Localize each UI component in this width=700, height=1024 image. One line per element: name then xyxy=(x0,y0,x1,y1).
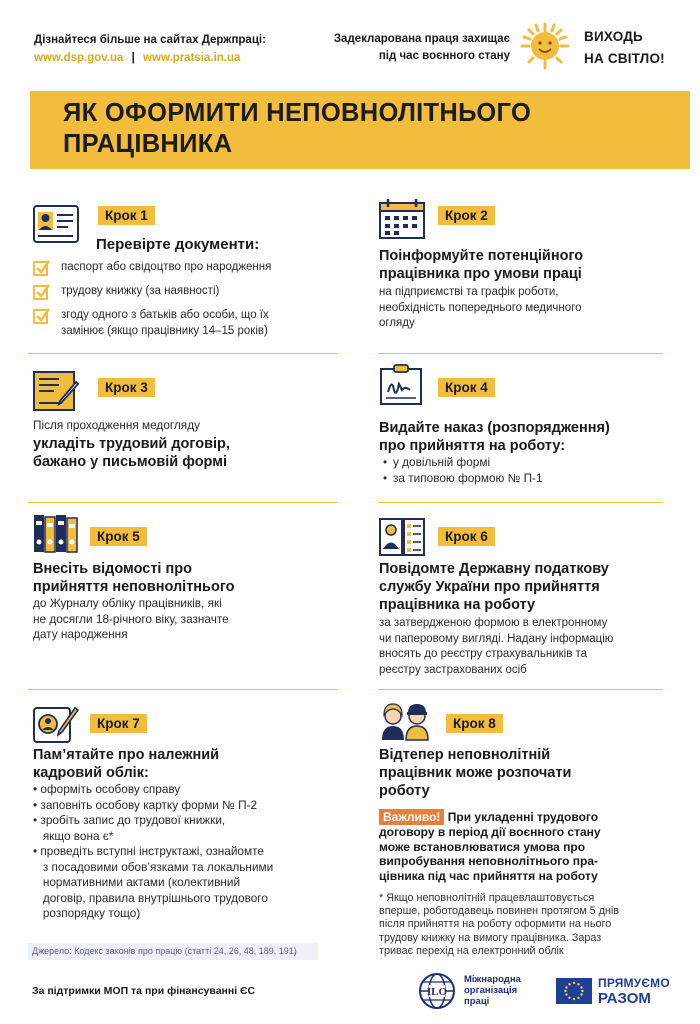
calendar-icon xyxy=(378,198,426,240)
step4-heading: Видайте наказ (розпорядження) xyxy=(379,420,610,436)
divider xyxy=(378,502,663,503)
step1-heading: Перевірте документи: xyxy=(96,236,260,253)
step1-item: трудову книжку (за наявності) xyxy=(61,285,220,297)
step7-heading: кадровий облік: xyxy=(33,765,149,781)
contract-pen-icon xyxy=(32,370,80,412)
step8-heading: Відтепер неповнолітній xyxy=(379,747,551,763)
step5-heading: прийняття неповнолітнього xyxy=(33,579,235,595)
support-note: За підтримки МОП та при фінансуванні ЄС xyxy=(32,985,256,997)
step6-text: чи паперовому вигляді. Надану інформацію xyxy=(379,632,614,645)
person-form-icon xyxy=(378,516,426,558)
step7-line: • проведіть вступні інструктажі, ознайомте xyxy=(33,844,264,858)
ilo-logo xyxy=(418,972,538,1010)
check-icon xyxy=(33,307,51,325)
important-tag: Важливо! xyxy=(379,809,444,825)
header-campaign: ВИХОДЬ НА СВІТЛО! xyxy=(584,29,665,66)
step7-line: нормативними актами (колективний xyxy=(33,875,241,889)
step4-item: за типовою формою № П-1 xyxy=(393,470,543,485)
step2-text: необхідність попереднього медичного xyxy=(379,301,582,314)
signature-clipboard-icon xyxy=(378,364,426,406)
step2-heading: Поінформуйте потенційного xyxy=(379,248,584,264)
step1-item: паспорт або свідоцтво про народження xyxy=(61,261,272,273)
step3-heading: укладіть трудовий договір, xyxy=(33,435,230,452)
profile-pen-icon xyxy=(32,704,80,746)
step6-heading: Повідомте Державну податкову xyxy=(379,561,609,577)
header-learn-more: Дізнайтеся більше на сайтах Держпраці: xyxy=(34,34,266,46)
footnote: * Якщо неповнолітній працевлаштовується вперше, роботодавець повинен протягом 5 днів після прийняття на роботу оформити на нього трудову книжку на вимогу працівника. Зараз триває перехід на електронний облік xyxy=(379,892,620,957)
binders-icon xyxy=(32,512,80,554)
divider xyxy=(28,353,338,354)
header-left xyxy=(34,31,266,67)
step2-text: огляду xyxy=(379,317,415,329)
step7-line: з посадовими обов’язками та локальними xyxy=(33,859,274,874)
step7-line: • заповніть особову картку форми № П-2 xyxy=(33,797,258,812)
step7-line: якщо вона є* xyxy=(33,828,114,843)
step5-badge: Крок 5 xyxy=(90,527,147,546)
step2-content xyxy=(379,247,679,332)
workers-icon xyxy=(378,700,432,742)
step2-badge: Крок 2 xyxy=(438,206,495,225)
step8-heading: роботу xyxy=(379,783,430,799)
id-card-icon xyxy=(32,204,80,246)
divider xyxy=(378,353,663,354)
step2-heading: працівника про умови праці xyxy=(379,266,582,282)
divider xyxy=(378,689,663,690)
step3-pre: Після проходження медогляду xyxy=(33,418,200,432)
step5-heading: Внесіть відомості про xyxy=(33,561,192,577)
step8-badge: Крок 8 xyxy=(446,714,503,733)
eu-flag-icon xyxy=(556,978,592,1004)
svg-text:ILO: ILO xyxy=(426,986,448,998)
step1-badge: Крок 1 xyxy=(98,206,155,225)
step3-badge: Крок 3 xyxy=(98,378,155,397)
step7-line: • зробіть запис до трудової книжки, xyxy=(33,813,226,827)
step1-item: згоду одного з батьків або особи, що їх xyxy=(61,309,269,321)
sun-icon xyxy=(514,21,576,71)
eu-logo xyxy=(556,974,676,1008)
step6-text: реєстру застрахованих осіб xyxy=(379,663,527,676)
ilo-name: праці xyxy=(464,996,490,1007)
step5-text: до Журналу обліку працівників, які xyxy=(33,596,222,610)
ilo-name: організація xyxy=(464,985,518,996)
step6-content xyxy=(379,560,689,678)
globe-icon xyxy=(418,972,456,1010)
important-note: Важливо! При укладенні трудового договору в період дії воєнного стану може встановлюватися умова про випробування неповнолітнього пра- цівника під час прийняття на роботу xyxy=(379,810,601,884)
link-pratsia[interactable]: www.pratsia.in.ua xyxy=(143,52,241,64)
check-icon xyxy=(33,259,51,277)
step1-item: замінює (якщо працівнику 14–15 років) xyxy=(61,325,268,337)
step6-heading: працівника на роботу xyxy=(379,597,536,613)
step3-content xyxy=(33,418,333,471)
step7-badge: Крок 7 xyxy=(90,714,147,733)
eu-slogan: РАЗОМ xyxy=(598,990,651,1007)
step8-heading: працівник може розпочати xyxy=(379,765,572,781)
step7-line: договір, правила внутрішнього трудового xyxy=(33,890,268,905)
step8-content xyxy=(379,746,689,800)
header-divider: | xyxy=(131,52,135,64)
eu-slogan: ПРЯМУЄМО xyxy=(598,976,670,990)
step6-text: вносять до реєстру страхувальників та xyxy=(379,648,588,660)
check-icon xyxy=(33,283,51,301)
step3-heading: бажано у письмовій формі xyxy=(33,453,227,470)
step4-item: у довільній формі xyxy=(393,455,491,469)
step7-content xyxy=(33,746,343,922)
step7-line: • оформіть особову справу xyxy=(33,782,181,796)
ilo-name: Міжнародна xyxy=(464,974,521,985)
step5-text: дату народження xyxy=(33,627,128,641)
step7-heading: Пам’ятайте про належний xyxy=(33,747,220,763)
step4-badge: Крок 4 xyxy=(438,378,495,397)
step2-text: на підприємстві та графік роботи, xyxy=(379,286,559,298)
step4-content: Видайте наказ (розпорядження) про прийняття на роботу: • у довільній формі • за типовою формою № П-1 xyxy=(379,419,684,486)
step6-badge: Крок 6 xyxy=(438,527,495,546)
divider xyxy=(28,689,338,690)
divider xyxy=(28,502,338,503)
page-title: ЯК ОФОРМИТИ НЕПОВНОЛІТНЬОГО ПРАЦІВНИКА xyxy=(63,99,532,158)
step4-heading: про прийняття на роботу: xyxy=(379,438,566,454)
header-slogan: Задекларована праця захищає під час воєнного стану xyxy=(333,33,510,62)
source-note: Джерело: Кодекс законів про працю (статті 24, 26, 48, 189, 191) xyxy=(28,943,318,960)
step7-line: розпорядку тощо) xyxy=(33,906,141,920)
step6-heading: службу України про прийняття xyxy=(379,579,600,595)
title-banner xyxy=(30,91,690,169)
step5-content xyxy=(33,560,333,643)
step5-text: не досягли 18-річного віку, зазначте xyxy=(33,611,229,626)
link-dsp[interactable]: www.dsp.gov.ua xyxy=(34,52,124,64)
step6-text: за затвердженою формою в електронному xyxy=(379,617,608,629)
